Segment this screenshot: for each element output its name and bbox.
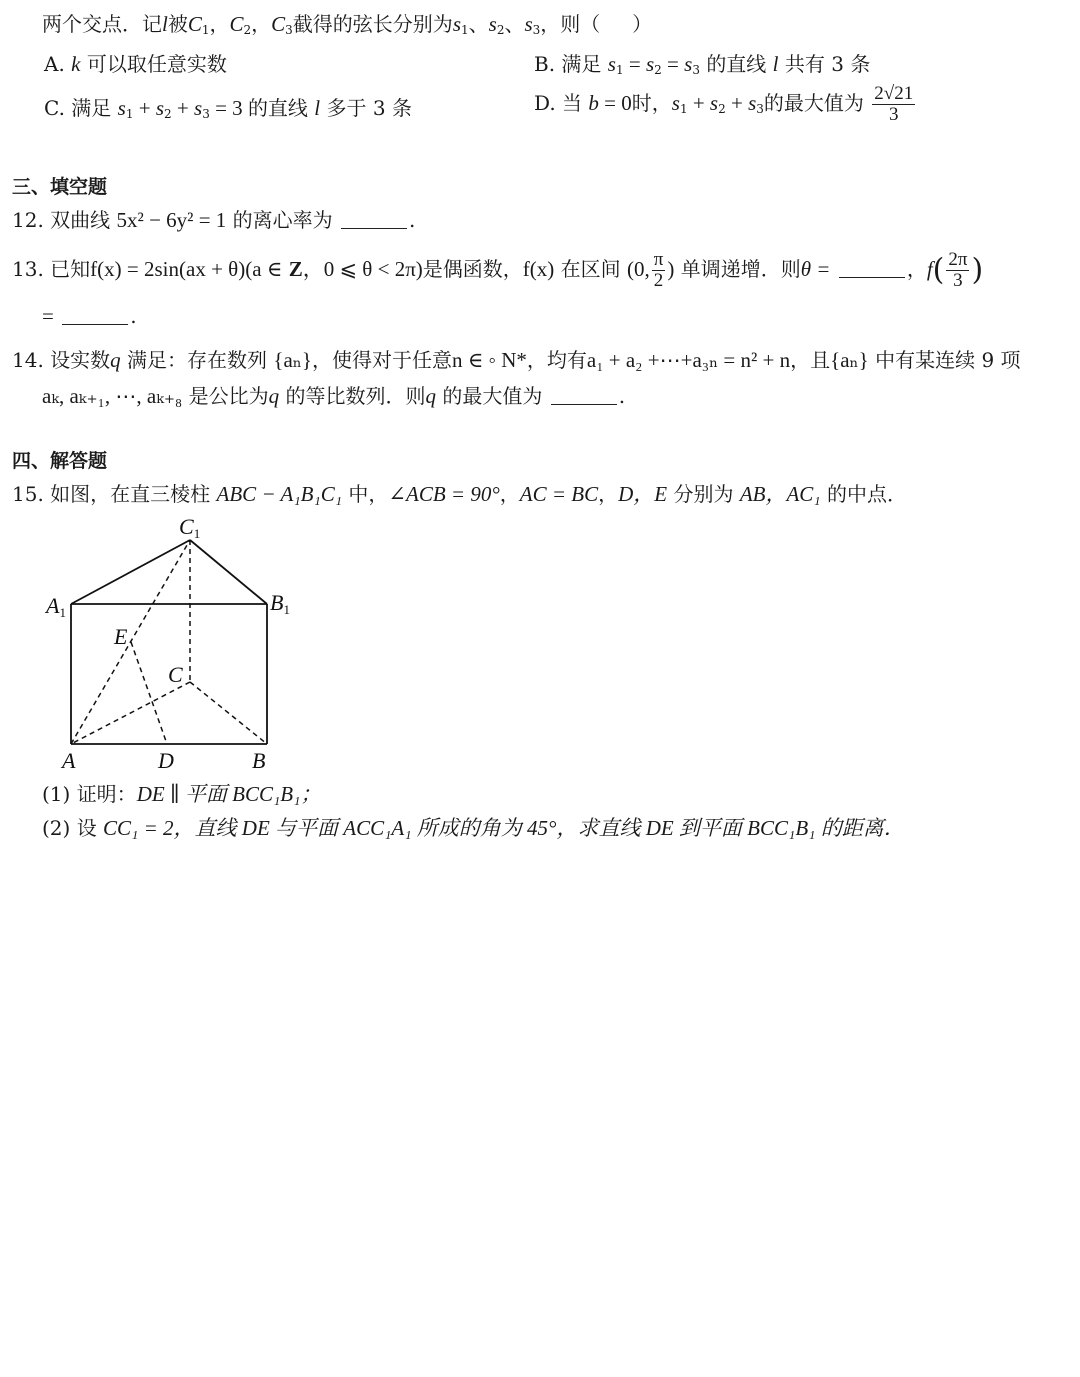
label-A: A	[62, 748, 76, 773]
q11-option-d: D. 当 b = 0时，$s_1 + s_2 + s_3$的最大值为 $\frac{2√21}{3}$	[534, 83, 914, 125]
q12: 12. 双曲线 5x² − 6y² = 1 的离心率为 .	[12, 208, 416, 232]
q11-stem: 两个交点．记l被$C_1$，$C_2$，$C_3$截得的弦长分别为$s_1$、$s_2$、$s_3$，则（ ）	[42, 12, 653, 37]
label-A1: A1	[46, 593, 66, 620]
q13-line2: = .	[42, 304, 137, 328]
q11-option-c: C. 满足 $s_1 + s_2 + s_3 = 3$ 的直线 l 多于 3 条	[44, 96, 412, 121]
section-title-solutions: 四、解答题	[12, 450, 108, 472]
q13-value-blank[interactable]	[62, 308, 128, 325]
label-D: D	[158, 748, 174, 773]
q15-stem: 15. 如图，在直三棱柱 ABC − A₁B₁C₁ 中，∠ACB = 90°，AC = BC，D，E 分别为 AB，AC₁ 的中点．	[12, 482, 907, 506]
q11-option-b: B. 满足 $s_1 = s_2 = s_3$ 的直线 l 共有 3 条	[534, 52, 871, 77]
q13-line1: 13. 已知f(x) = 2sin(ax + θ)(a ∈ Z，0 ⩽ θ < 2π)是偶函数，f(x) 在区间 (0, $\frac{\pi}{2}$ ) 单调递增．则θ = ，f( $\frac{2\pi}{3}$ )	[12, 249, 984, 291]
section-title-fill-in: 三、填空题	[12, 176, 108, 198]
q14-line1: 14. 设实数q 满足：存在数列 {aₙ}，使得对于任意n ∈ ◦ N*，均有a₁ + a₂ +⋯+a₃ₙ = n² + n，且{aₙ} 中有某连续 9 项	[12, 348, 1021, 372]
prism-figure	[40, 512, 310, 774]
q11-option-a: A. k 可以取任意实数	[44, 52, 227, 76]
label-C1: C1	[179, 514, 201, 541]
q14-answer-blank[interactable]	[551, 388, 617, 405]
q14-line2: aₖ, aₖ₊₁, ⋯, aₖ₊₈ 是公比为q 的等比数列．则q 的最大值为 .	[42, 384, 626, 408]
edge-C-A	[71, 682, 190, 744]
q13-theta-blank[interactable]	[839, 261, 905, 278]
label-B: B	[252, 748, 266, 773]
edge-C1-B1	[190, 540, 267, 604]
edge-C-B	[190, 682, 267, 744]
q12-answer-blank[interactable]	[341, 212, 407, 229]
q15-part2: (2) 设 CC₁ = 2，直线 DE 与平面 ACC₁A₁ 所成的角为 45°，求直线 DE 到平面 BCC₁B₁ 的距离．	[42, 816, 905, 840]
label-B1: B1	[270, 590, 290, 617]
label-E: E	[114, 624, 128, 649]
q11-d-fraction: $\frac{2√21}{3}$	[874, 83, 914, 125]
segment-E-D	[131, 642, 167, 744]
label-C: C	[168, 662, 183, 687]
q15-part1: (1) 证明：DE ∥ 平面 BCC₁B₁；	[42, 782, 322, 806]
